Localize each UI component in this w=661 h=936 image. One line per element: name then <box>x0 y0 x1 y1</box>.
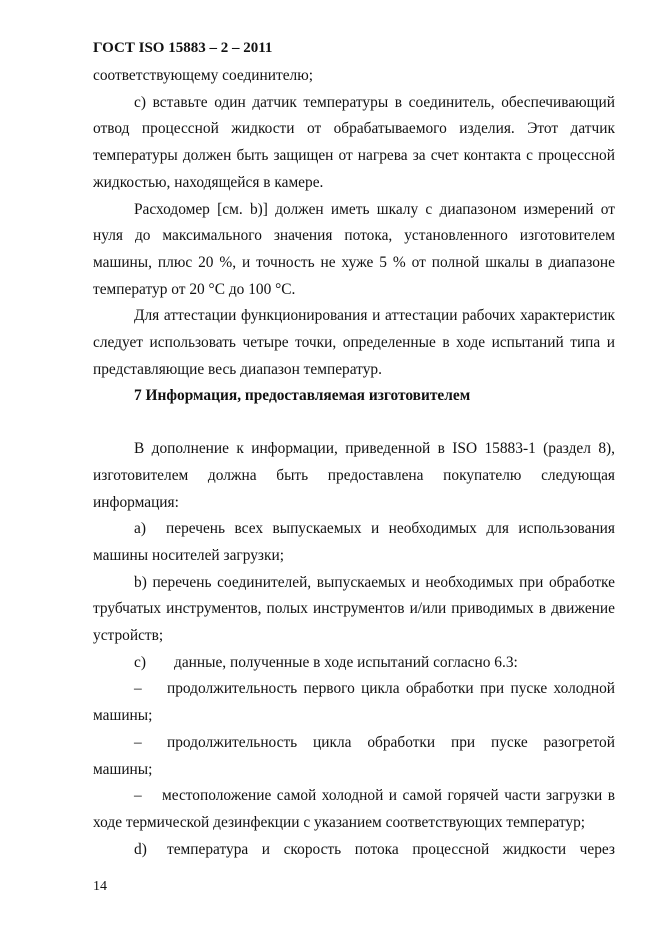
list-text-c: данные, полученные в ходе испытаний согласно 6.3: <box>174 653 518 671</box>
dash-text-1: продолжительность первого цикла обработки при пуске холодной <box>167 680 615 698</box>
dash-marker: – <box>134 680 142 698</box>
paragraph-flowmeter: Расходомер [см. b)] должен иметь шкалу с диапазоном измерений от нуля до максимального значения потока, установленного изготовителем машины, плюс 20 %, и точность не хуже 5 % от полной шкалы в диапазоне температур от 20 °C до 100 °C. <box>93 200 615 298</box>
dash-text-2: продолжительность цикла обработки при пуске разогретой <box>167 733 615 751</box>
paragraph-intro: В дополнение к информации, приведенной в ISO 15883-1 (раздел 8), изготовителем должна быть предоставлена покупателю следующая информация: <box>93 440 615 511</box>
list-text-d: температура и скорость потока процессной жидкости через <box>167 840 615 858</box>
dash-marker: – <box>134 733 142 751</box>
dash-cont-3: ходе термической дезинфекции с указанием соответствующих температур; <box>93 813 586 831</box>
dash-cont-2: машины; <box>93 760 153 778</box>
list-item-b: b) перечень соединителей, выпускаемых и необходимых при обработке трубчатых инструментов, полых инструментов и/или приводимых в движение устройств; <box>93 573 615 645</box>
paragraph-item-c: c) вставьте один датчик температуры в соединитель, обеспечивающий отвод процессной жидкости от обрабатываемого изделия. Этот датчик температуры должен быть защищен от нагрева за счет контакта с процессной жидкостью, находящейся в камере. <box>93 93 615 191</box>
section-heading: 7 Информация, предоставляемая изготовителем <box>134 387 471 405</box>
paragraph-attestation: Для аттестации функционирования и аттестации рабочих характеристик следует использовать четыре точки, определенные в ходе испытаний типа и представляющие весь диапазон температур. <box>93 307 615 378</box>
list-item-a <box>93 516 615 543</box>
list-marker-c: c) <box>134 653 146 671</box>
list-item-c <box>93 650 615 677</box>
document-header: ГОСТ ISO 15883 – 2 – 2011 <box>93 40 273 56</box>
dash-item-2 <box>93 730 615 757</box>
document-body <box>93 63 615 863</box>
list-marker-d: d) <box>134 840 147 858</box>
list-marker-a: a) <box>134 520 146 538</box>
list-cont-a: машины носителей загрузки; <box>93 546 284 564</box>
page-number: 14 <box>93 879 107 894</box>
list-text-a: перечень всех выпускаемых и необходимых для использования <box>166 520 615 538</box>
dash-cont-1: машины; <box>93 707 153 725</box>
paragraph-continuation: соответствующему соединителю; <box>93 67 314 84</box>
dash-item-3 <box>93 783 615 810</box>
dash-item-1 <box>93 676 615 703</box>
list-item-d <box>93 837 615 864</box>
dash-marker: – <box>134 787 142 805</box>
dash-text-3: местоположение самой холодной и самой горячей части загрузки в <box>162 787 615 805</box>
